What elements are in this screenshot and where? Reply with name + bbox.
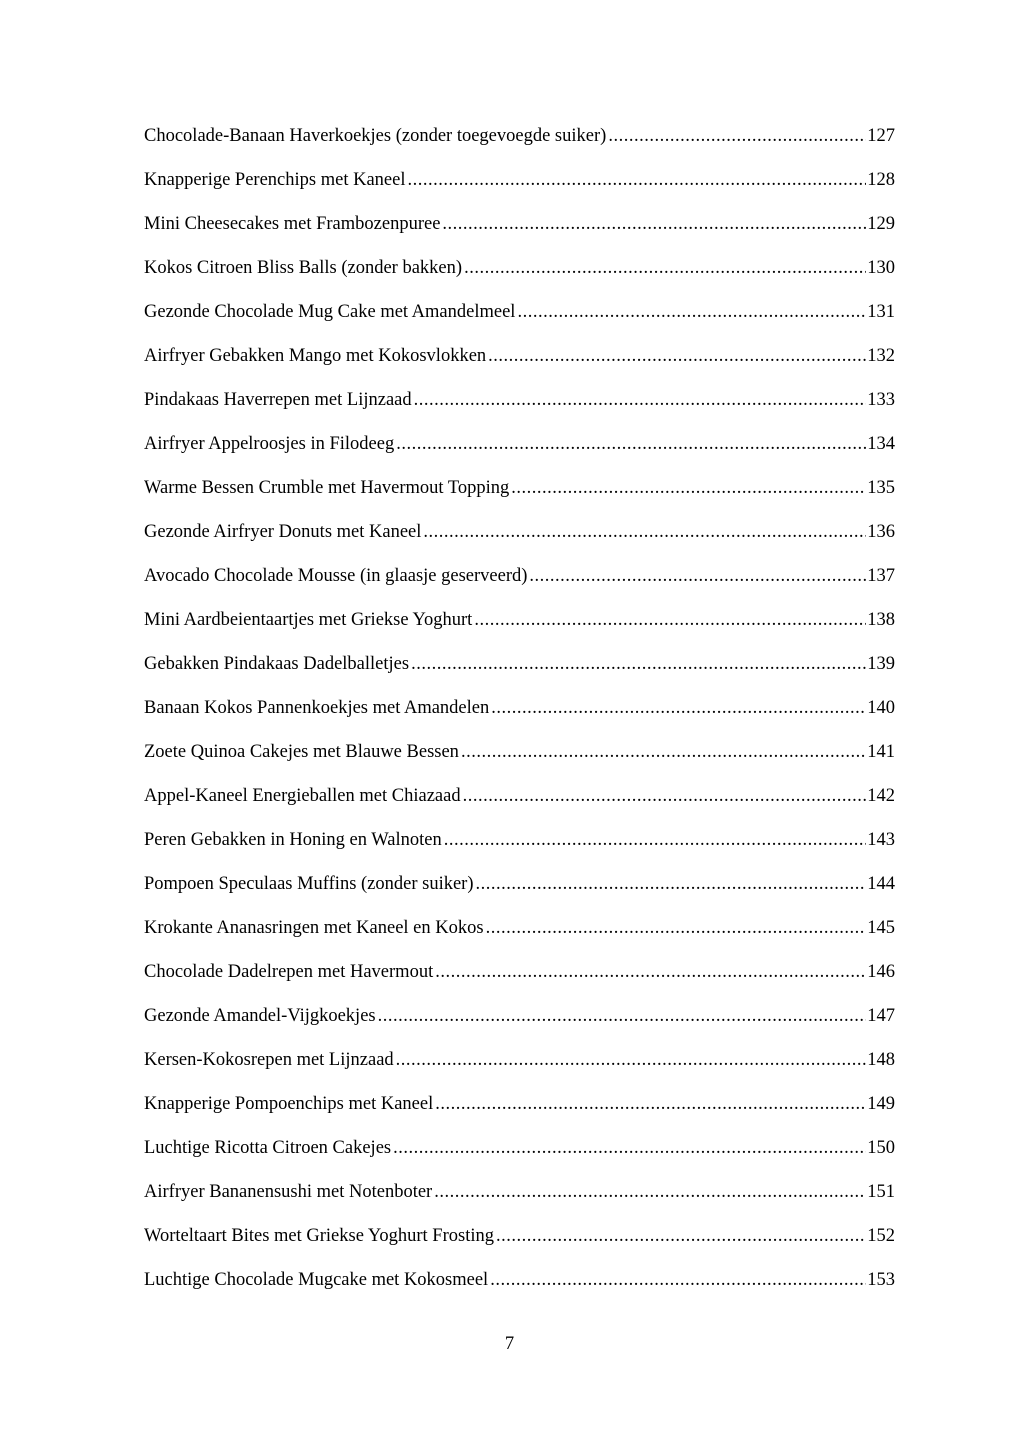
toc-dot-leader xyxy=(491,694,866,722)
table-of-contents xyxy=(144,122,895,1310)
toc-entry-title: Mini Aardbeientaartjes met Griekse Yoghurt xyxy=(144,610,473,630)
toc-dot-leader xyxy=(434,1178,866,1206)
toc-entry[interactable] xyxy=(144,298,895,342)
toc-dot-leader xyxy=(444,826,867,854)
toc-entry-title: Gezonde Chocolade Mug Cake met Amandelmeel xyxy=(144,302,516,322)
toc-dot-leader xyxy=(407,166,866,194)
toc-entry[interactable] xyxy=(144,562,895,606)
toc-dot-leader xyxy=(396,1046,867,1074)
toc-entry[interactable] xyxy=(144,386,895,430)
toc-entry-page: 148 xyxy=(867,1050,895,1070)
toc-entry-page: 151 xyxy=(867,1182,895,1202)
toc-entry-page: 149 xyxy=(867,1094,895,1114)
toc-dot-leader xyxy=(463,782,867,810)
toc-entry-page: 131 xyxy=(867,302,895,322)
toc-entry-page: 134 xyxy=(867,434,895,454)
toc-dot-leader xyxy=(496,1222,866,1250)
toc-entry-page: 140 xyxy=(867,698,895,718)
toc-entry-page: 153 xyxy=(867,1270,895,1290)
toc-entry[interactable] xyxy=(144,122,895,166)
toc-entry[interactable] xyxy=(144,650,895,694)
toc-dot-leader xyxy=(435,958,866,986)
toc-entry[interactable] xyxy=(144,782,895,826)
toc-entry[interactable] xyxy=(144,1090,895,1134)
toc-entry-page: 133 xyxy=(867,390,895,410)
toc-entry-title: Luchtige Ricotta Citroen Cakejes xyxy=(144,1138,392,1158)
toc-entry-title: Airfryer Appelroosjes in Filodeeg xyxy=(144,434,395,454)
toc-entry-title: Airfryer Bananensushi met Notenboter xyxy=(144,1182,433,1202)
toc-entry-title: Pindakaas Haverrepen met Lijnzaad xyxy=(144,390,412,410)
toc-entry-title: Kokos Citroen Bliss Balls (zonder bakken) xyxy=(144,258,463,278)
toc-dot-leader xyxy=(486,914,867,942)
toc-entry-title: Luchtige Chocolade Mugcake met Kokosmeel xyxy=(144,1270,489,1290)
toc-entry-page: 143 xyxy=(867,830,895,850)
toc-entry-title: Appel-Kaneel Energieballen met Chiazaad xyxy=(144,786,461,806)
toc-entry-page: 146 xyxy=(867,962,895,982)
toc-entry-page: 144 xyxy=(867,874,895,894)
toc-entry-title: Gezonde Airfryer Donuts met Kaneel xyxy=(144,522,422,542)
toc-dot-leader xyxy=(435,1090,866,1118)
toc-entry-title: Gebakken Pindakaas Dadelballetjes xyxy=(144,654,410,674)
toc-entry-page: 135 xyxy=(867,478,895,498)
toc-entry-title: Pompoen Speculaas Muffins (zonder suiker) xyxy=(144,874,474,894)
toc-entry-page: 139 xyxy=(867,654,895,674)
toc-entry-page: 150 xyxy=(867,1138,895,1158)
toc-entry-title: Banaan Kokos Pannenkoekjes met Amandelen xyxy=(144,698,490,718)
toc-entry-title: Kersen-Kokosrepen met Lijnzaad xyxy=(144,1050,394,1070)
toc-entry[interactable] xyxy=(144,738,895,782)
toc-dot-leader xyxy=(461,738,866,766)
toc-entry-page: 152 xyxy=(867,1226,895,1246)
toc-entry-page: 136 xyxy=(867,522,895,542)
toc-entry[interactable] xyxy=(144,1222,895,1266)
toc-entry[interactable] xyxy=(144,870,895,914)
toc-entry-title: Worteltaart Bites met Griekse Yoghurt Frosting xyxy=(144,1226,494,1246)
toc-dot-leader xyxy=(517,298,866,326)
toc-entry-page: 130 xyxy=(867,258,895,278)
toc-entry[interactable] xyxy=(144,342,895,386)
toc-dot-leader xyxy=(411,650,866,678)
toc-entry-title: Avocado Chocolade Mousse (in glaasje geserveerd) xyxy=(144,566,528,586)
toc-dot-leader xyxy=(490,1266,866,1294)
toc-dot-leader xyxy=(393,1134,866,1162)
toc-entry[interactable] xyxy=(144,1134,895,1178)
toc-dot-leader xyxy=(511,474,866,502)
toc-entry[interactable] xyxy=(144,826,895,870)
toc-entry-page: 142 xyxy=(867,786,895,806)
toc-dot-leader xyxy=(414,386,867,414)
toc-entry-title: Chocolade-Banaan Haverkoekjes (zonder toegevoegde suiker) xyxy=(144,126,607,146)
toc-dot-leader xyxy=(529,562,866,590)
toc-entry[interactable] xyxy=(144,1266,895,1310)
toc-entry-title: Gezonde Amandel-Vijgkoekjes xyxy=(144,1006,376,1026)
toc-dot-leader xyxy=(396,430,866,458)
toc-dot-leader xyxy=(474,606,866,634)
toc-entry-page: 127 xyxy=(867,126,895,146)
toc-entry[interactable] xyxy=(144,166,895,210)
toc-entry-title: Mini Cheesecakes met Frambozenpuree xyxy=(144,214,441,234)
toc-dot-leader xyxy=(476,870,867,898)
toc-entry-title: Peren Gebakken in Honing en Walnoten xyxy=(144,830,442,850)
toc-entry-title: Warme Bessen Crumble met Havermout Topping xyxy=(144,478,510,498)
toc-entry-page: 145 xyxy=(867,918,895,938)
toc-entry[interactable] xyxy=(144,430,895,474)
toc-entry-page: 147 xyxy=(867,1006,895,1026)
toc-entry-page: 132 xyxy=(867,346,895,366)
toc-entry-page: 129 xyxy=(867,214,895,234)
toc-entry-title: Airfryer Gebakken Mango met Kokosvlokken xyxy=(144,346,487,366)
toc-dot-leader xyxy=(608,122,866,150)
toc-entry[interactable] xyxy=(144,694,895,738)
toc-dot-leader xyxy=(423,518,866,546)
toc-dot-leader xyxy=(488,342,866,370)
toc-entry-page: 137 xyxy=(867,566,895,586)
toc-entry[interactable] xyxy=(144,914,895,958)
toc-dot-leader xyxy=(464,254,866,282)
toc-dot-leader xyxy=(442,210,866,238)
toc-entry-title: Krokante Ananasringen met Kaneel en Kokos xyxy=(144,918,484,938)
toc-entry[interactable] xyxy=(144,254,895,298)
toc-entry[interactable] xyxy=(144,474,895,518)
toc-entry-title: Chocolade Dadelrepen met Havermout xyxy=(144,962,434,982)
toc-entry[interactable] xyxy=(144,1178,895,1222)
toc-entry[interactable] xyxy=(144,1046,895,1090)
toc-entry[interactable] xyxy=(144,958,895,1002)
toc-entry-page: 138 xyxy=(867,610,895,630)
toc-entry-page: 128 xyxy=(867,170,895,190)
toc-entry[interactable] xyxy=(144,606,895,650)
toc-entry[interactable] xyxy=(144,518,895,562)
toc-entry-page: 141 xyxy=(867,742,895,762)
toc-entry[interactable] xyxy=(144,1002,895,1046)
toc-entry[interactable] xyxy=(144,210,895,254)
toc-entry-title: Knapperige Perenchips met Kaneel xyxy=(144,170,406,190)
page-number: 7 xyxy=(504,1334,515,1354)
toc-entry-title: Zoete Quinoa Cakejes met Blauwe Bessen xyxy=(144,742,459,762)
toc-dot-leader xyxy=(378,1002,867,1030)
toc-entry-title: Knapperige Pompoenchips met Kaneel xyxy=(144,1094,434,1114)
